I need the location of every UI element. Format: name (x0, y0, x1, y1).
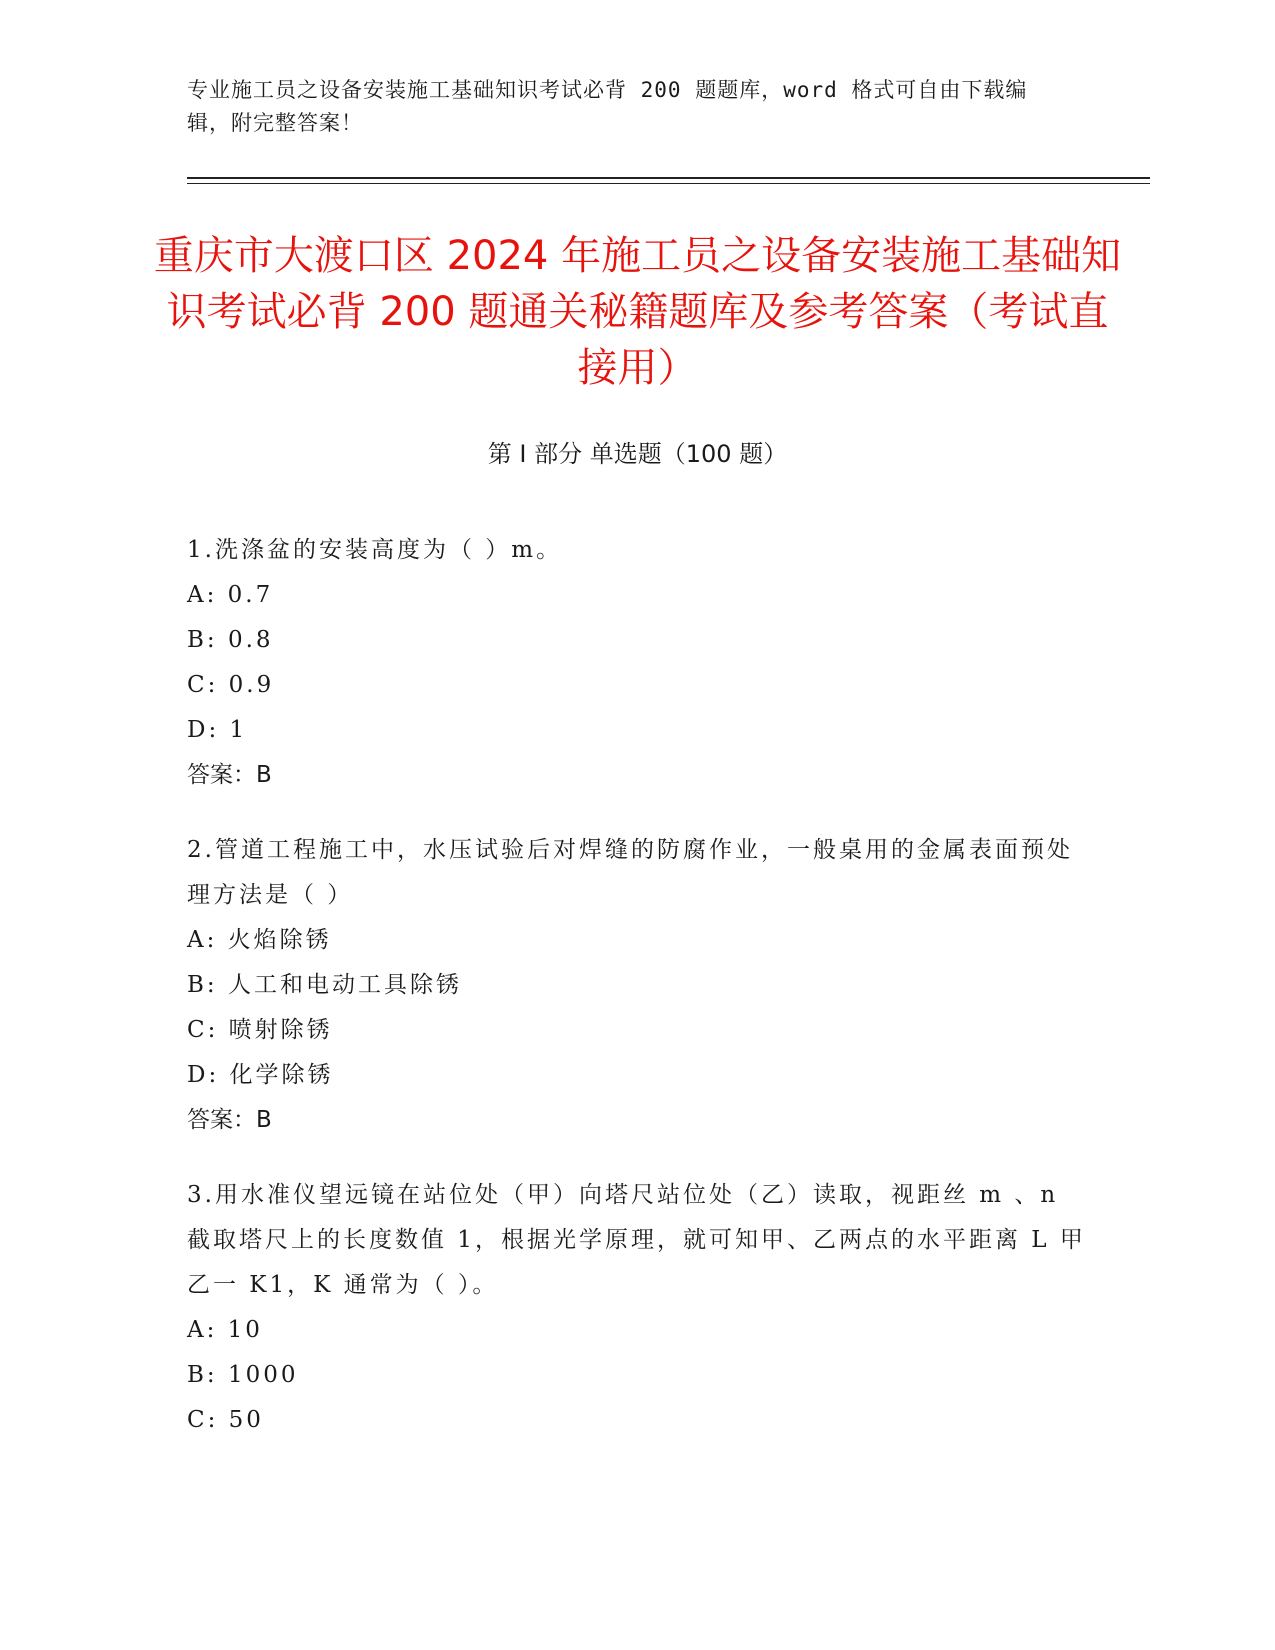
question-stem: 3.用水准仪望远镜在站位处（甲）向塔尺站位处（乙）读取，视距丝 m 、n 截取塔尺上的长度数值 1，根据光学原理，就可知甲、乙两点的水平距离 L 甲乙一 K1，K 通常为（ ）。 (187, 1182, 1086, 1298)
option-a: A: 火焰除锈 (187, 927, 332, 953)
option-a: A: 0.7 (187, 582, 274, 608)
section-heading: 第 I 部分 单选题（100 题） (487, 440, 788, 468)
option-c: C: 0.9 (187, 672, 275, 698)
header-rule-thin (187, 183, 1150, 184)
option-b: B: 人工和电动工具除锈 (187, 972, 462, 998)
question-list (187, 528, 1087, 1473)
question-stem: 1.洗涤盆的安装高度为（ ）m。 (187, 537, 563, 563)
option-d: D: 1 (187, 717, 248, 743)
option-c: C: 50 (187, 1407, 264, 1433)
option-b: B: 0.8 (187, 627, 274, 653)
answer: 答案：B (187, 1107, 272, 1133)
document-title: 重庆市大渡口区 2024 年施工员之设备安装施工基础知识考试必背 200 题通关秘籍题库及参考答案（考试直接用） (153, 233, 1122, 391)
answer: 答案：B (187, 762, 272, 788)
question-3 (187, 1173, 1087, 1443)
option-a: A: 10 (187, 1317, 263, 1343)
header-note: 专业施工员之设备安装施工基础知识考试必背 200 题题库，word 格式可自由下载编辑，附完整答案！ (187, 78, 1028, 135)
option-c: C: 喷射除锈 (187, 1017, 333, 1043)
question-2 (187, 828, 1087, 1143)
question-1 (187, 528, 1087, 798)
option-d: D: 化学除锈 (187, 1062, 334, 1088)
question-stem: 2.管道工程施工中，水压试验后对焊缝的防腐作业，一般桌用的金属表面预处理方法是（ ） (187, 837, 1073, 908)
option-b: B: 1000 (187, 1362, 299, 1388)
header-rule-thick (187, 177, 1150, 179)
